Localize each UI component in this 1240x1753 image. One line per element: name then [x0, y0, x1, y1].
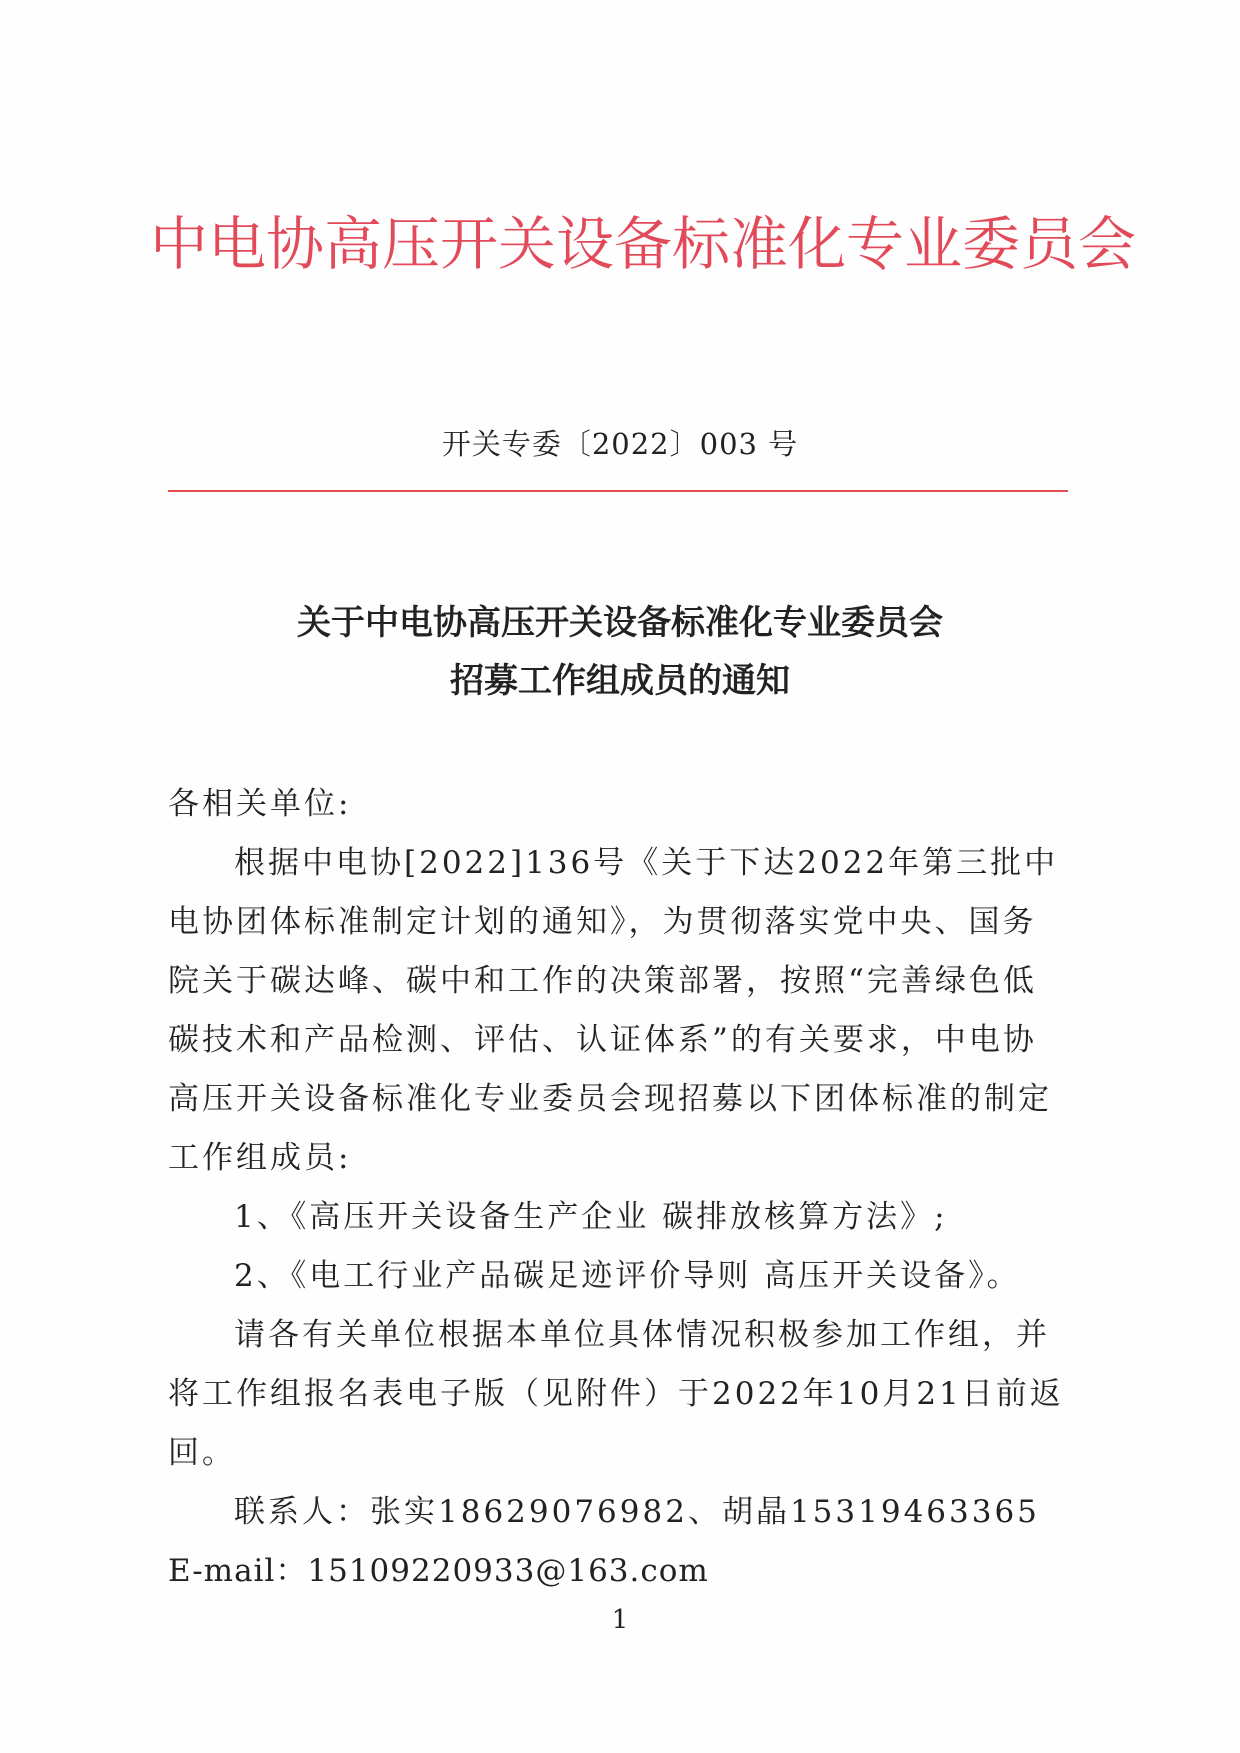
list-item-2: 2、《电工行业产品碳足迹评价导则 高压开关设备》。: [234, 1258, 1021, 1294]
body-paragraph-1: 根据中电协[2022]136号《关于下达2022年第三批中电协团体标准制定计划的通知》，为贯彻落实党中央、国务院关于碳达峰、碳中和工作的决策部署，按照“完善绿色低碳技术和产品检测、评估、认证体系”的有关要求，中电协高压开关设备标准化专业委员会现招募以下团体标准的制定工作组成员:: [168, 845, 1059, 1176]
notice-body: [168, 775, 1068, 1601]
salutation: 各相关单位:: [168, 786, 352, 822]
letterhead-title: 中电协高压开关设备标准化专业委员会: [150, 210, 1137, 278]
list-item-1: 1、《高压开关设备生产企业 碳排放核算方法》;: [234, 1199, 948, 1235]
page-number: 1: [611, 1605, 629, 1635]
red-divider-line: [168, 490, 1068, 492]
notice-title: [150, 594, 1090, 710]
contact-line: 联系人：张实18629076982、胡晶15319463365: [234, 1494, 1040, 1530]
notice-title-line-1: 关于中电协高压开关设备标准化专业委员会: [297, 603, 943, 643]
email-line: E-mail：15109220933@163.com: [168, 1553, 709, 1589]
document-number: 开关专委〔2022〕003 号: [441, 427, 799, 461]
body-paragraph-2: 请各有关单位根据本单位具体情况积极参加工作组，并将工作组报名表电子版（见附件）于2022年10月21日前返回。: [168, 1317, 1064, 1471]
notice-title-line-2: 招募工作组成员的通知: [450, 661, 790, 701]
